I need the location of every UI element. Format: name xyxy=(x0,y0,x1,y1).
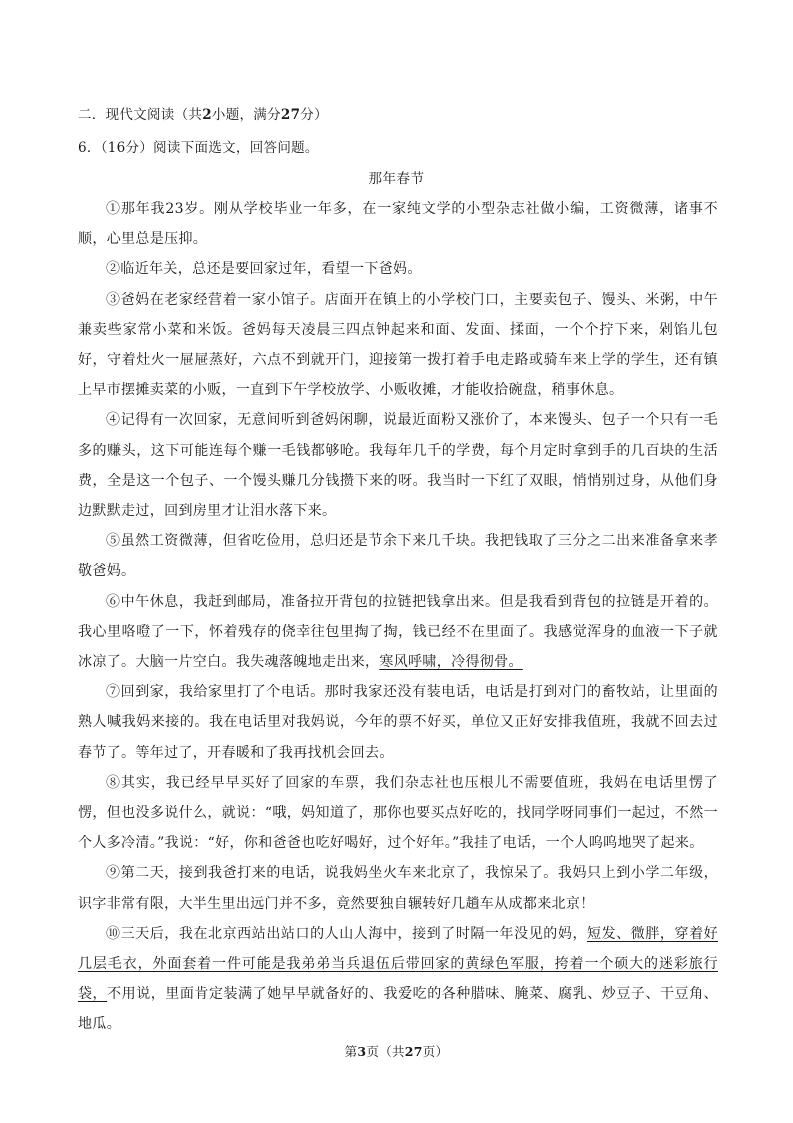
paragraph-9: ⑨第二天，接到我爸打来的电话，说我妈坐火车来北京了，我惊呆了。我妈只上到小学二年级，识字非常有限，大半生里出远门并不多，竟然要独自辗转好几趟车从成都来北京！ xyxy=(78,865,718,912)
paragraph-10-text: ⑩三天后，我在北京西站出站口的人山人海中，接到了时隔一年没见的妈， xyxy=(106,925,588,942)
paragraph-6 xyxy=(78,587,718,678)
section-heading-prefix: 二．现代文阅读（共 xyxy=(78,107,203,123)
footer-total-pages: 27 xyxy=(404,1044,423,1059)
paragraph-8: ⑧其实，我已经早早买好了回家的车票，我们杂志社也压根儿不需要值班，我妈在电话里愣了愣，但也没多说什么，就说：“哦，妈知道了，那你也要买点好吃的，找同学呀同事们一起过，不然一个人多冷清。”我说：“好，你和爸爸也吃好喝好，过个好年。”我挂了电话，一个人呜呜地哭了起来。 xyxy=(78,774,718,852)
paragraph-1: ①那年我23岁。刚从学校毕业一年多，在一家纯文学的小型杂志社做小编，工资微薄，诸事不顺，心里总是压抑。 xyxy=(78,201,718,248)
paragraph-3: ③爸妈在老家经营着一家小馆子。店面开在镇上的小学校门口，主要卖包子、馒头、米粥，中午兼卖些家常小菜和米饭。爸妈每天凌晨三四点钟起来和面、发面、揉面，一个个拧下来，剁馅儿包好，守着灶火一屉屉蒸好，六点不到就开门，迎接第一拨打着手电走路或骑车来上学的学生，还有镇上早市摆摊卖菜的小贩，一直到下午学校放学、小贩收摊，才能收拾碗盘，稍事休息。 xyxy=(78,291,718,399)
paragraph-6-text: ⑥中午休息，我赶到邮局，准备拉开背包的拉链把钱拿出来。但是我看到背包的拉链是开着的。我心里咯噔了一下，怀着残存的侥幸往包里掏了掏，钱已经不在里面了。我感觉浑身的血液一下子就冰凉了。大脑一片空白。我失魂落魄地走出来， xyxy=(78,593,718,671)
paragraph-10 xyxy=(78,919,718,1040)
section-total-score: 27 xyxy=(280,107,301,123)
paragraph-7: ⑦回到家，我给家里打了个电话。那时我家还没有装电话，电话是打到对门的畜牧站，让里面的熟人喊我妈来接的。我在电话里对我妈说，今年的票不好买，单位又正好安排我值班，我就不回去过春节了。等年过了，开春暖和了我再找机会回去。 xyxy=(78,684,718,761)
section-heading xyxy=(78,103,328,123)
section-question-count: 2 xyxy=(202,107,212,123)
paragraph-10-underlined: 短发、微胖，穿着好几层毛衣，外面套着一件可能是我弟弟当兵退伍后带回家的黄绿色军服，挎着一个硕大的迷彩旅行袋， xyxy=(78,925,718,1003)
footer-suffix: 页） xyxy=(422,1044,449,1059)
section-heading-mid: 小题，满分 xyxy=(211,107,281,123)
footer-page-number: 3 xyxy=(357,1044,367,1059)
footer-mid: 页（共 xyxy=(366,1044,405,1059)
paragraph-5: ⑤虽然工资微薄，但省吃俭用，总归还是节余下来几千块。我把钱取了三分之二出来准备拿来孝敬爸妈。 xyxy=(78,533,718,580)
paragraph-10-text-end: 不用说，里面肯定装满了她早早就备好的、我爱吃的各种腊味、腌菜、腐乳、炒豆子、干豆角、地瓜。 xyxy=(78,986,719,1033)
section-heading-suffix: 分） xyxy=(300,107,328,123)
paragraph-6-underlined: 寒风呼啸，冷得彻骨。 xyxy=(379,654,523,671)
page-footer xyxy=(0,1042,793,1060)
question-prompt: 6．（16分）阅读下面选文，回答问题。 xyxy=(78,140,319,156)
article-title: 那年春节 xyxy=(368,171,425,187)
paragraph-2: ②临近年关，总还是要回家过年，看望一下爸妈。 xyxy=(106,261,422,278)
paragraph-4: ④记得有一次回家，无意间听到爸妈闲聊，说最近面粉又涨价了，本来馒头、包子一个只有一毛多的赚头，这下可能连每个赚一毛钱都够呛。我每年几千的学费，每个月定时拿到手的几百块的生活费，全是这一个包子、一个馒头赚几分钱攒下来的呀。我当时一下红了双眼，悄悄别过身，从他们身边默默走过，回到房里才让泪水落下来。 xyxy=(78,412,718,520)
article-body xyxy=(78,194,718,1040)
footer-prefix: 第 xyxy=(344,1044,358,1059)
